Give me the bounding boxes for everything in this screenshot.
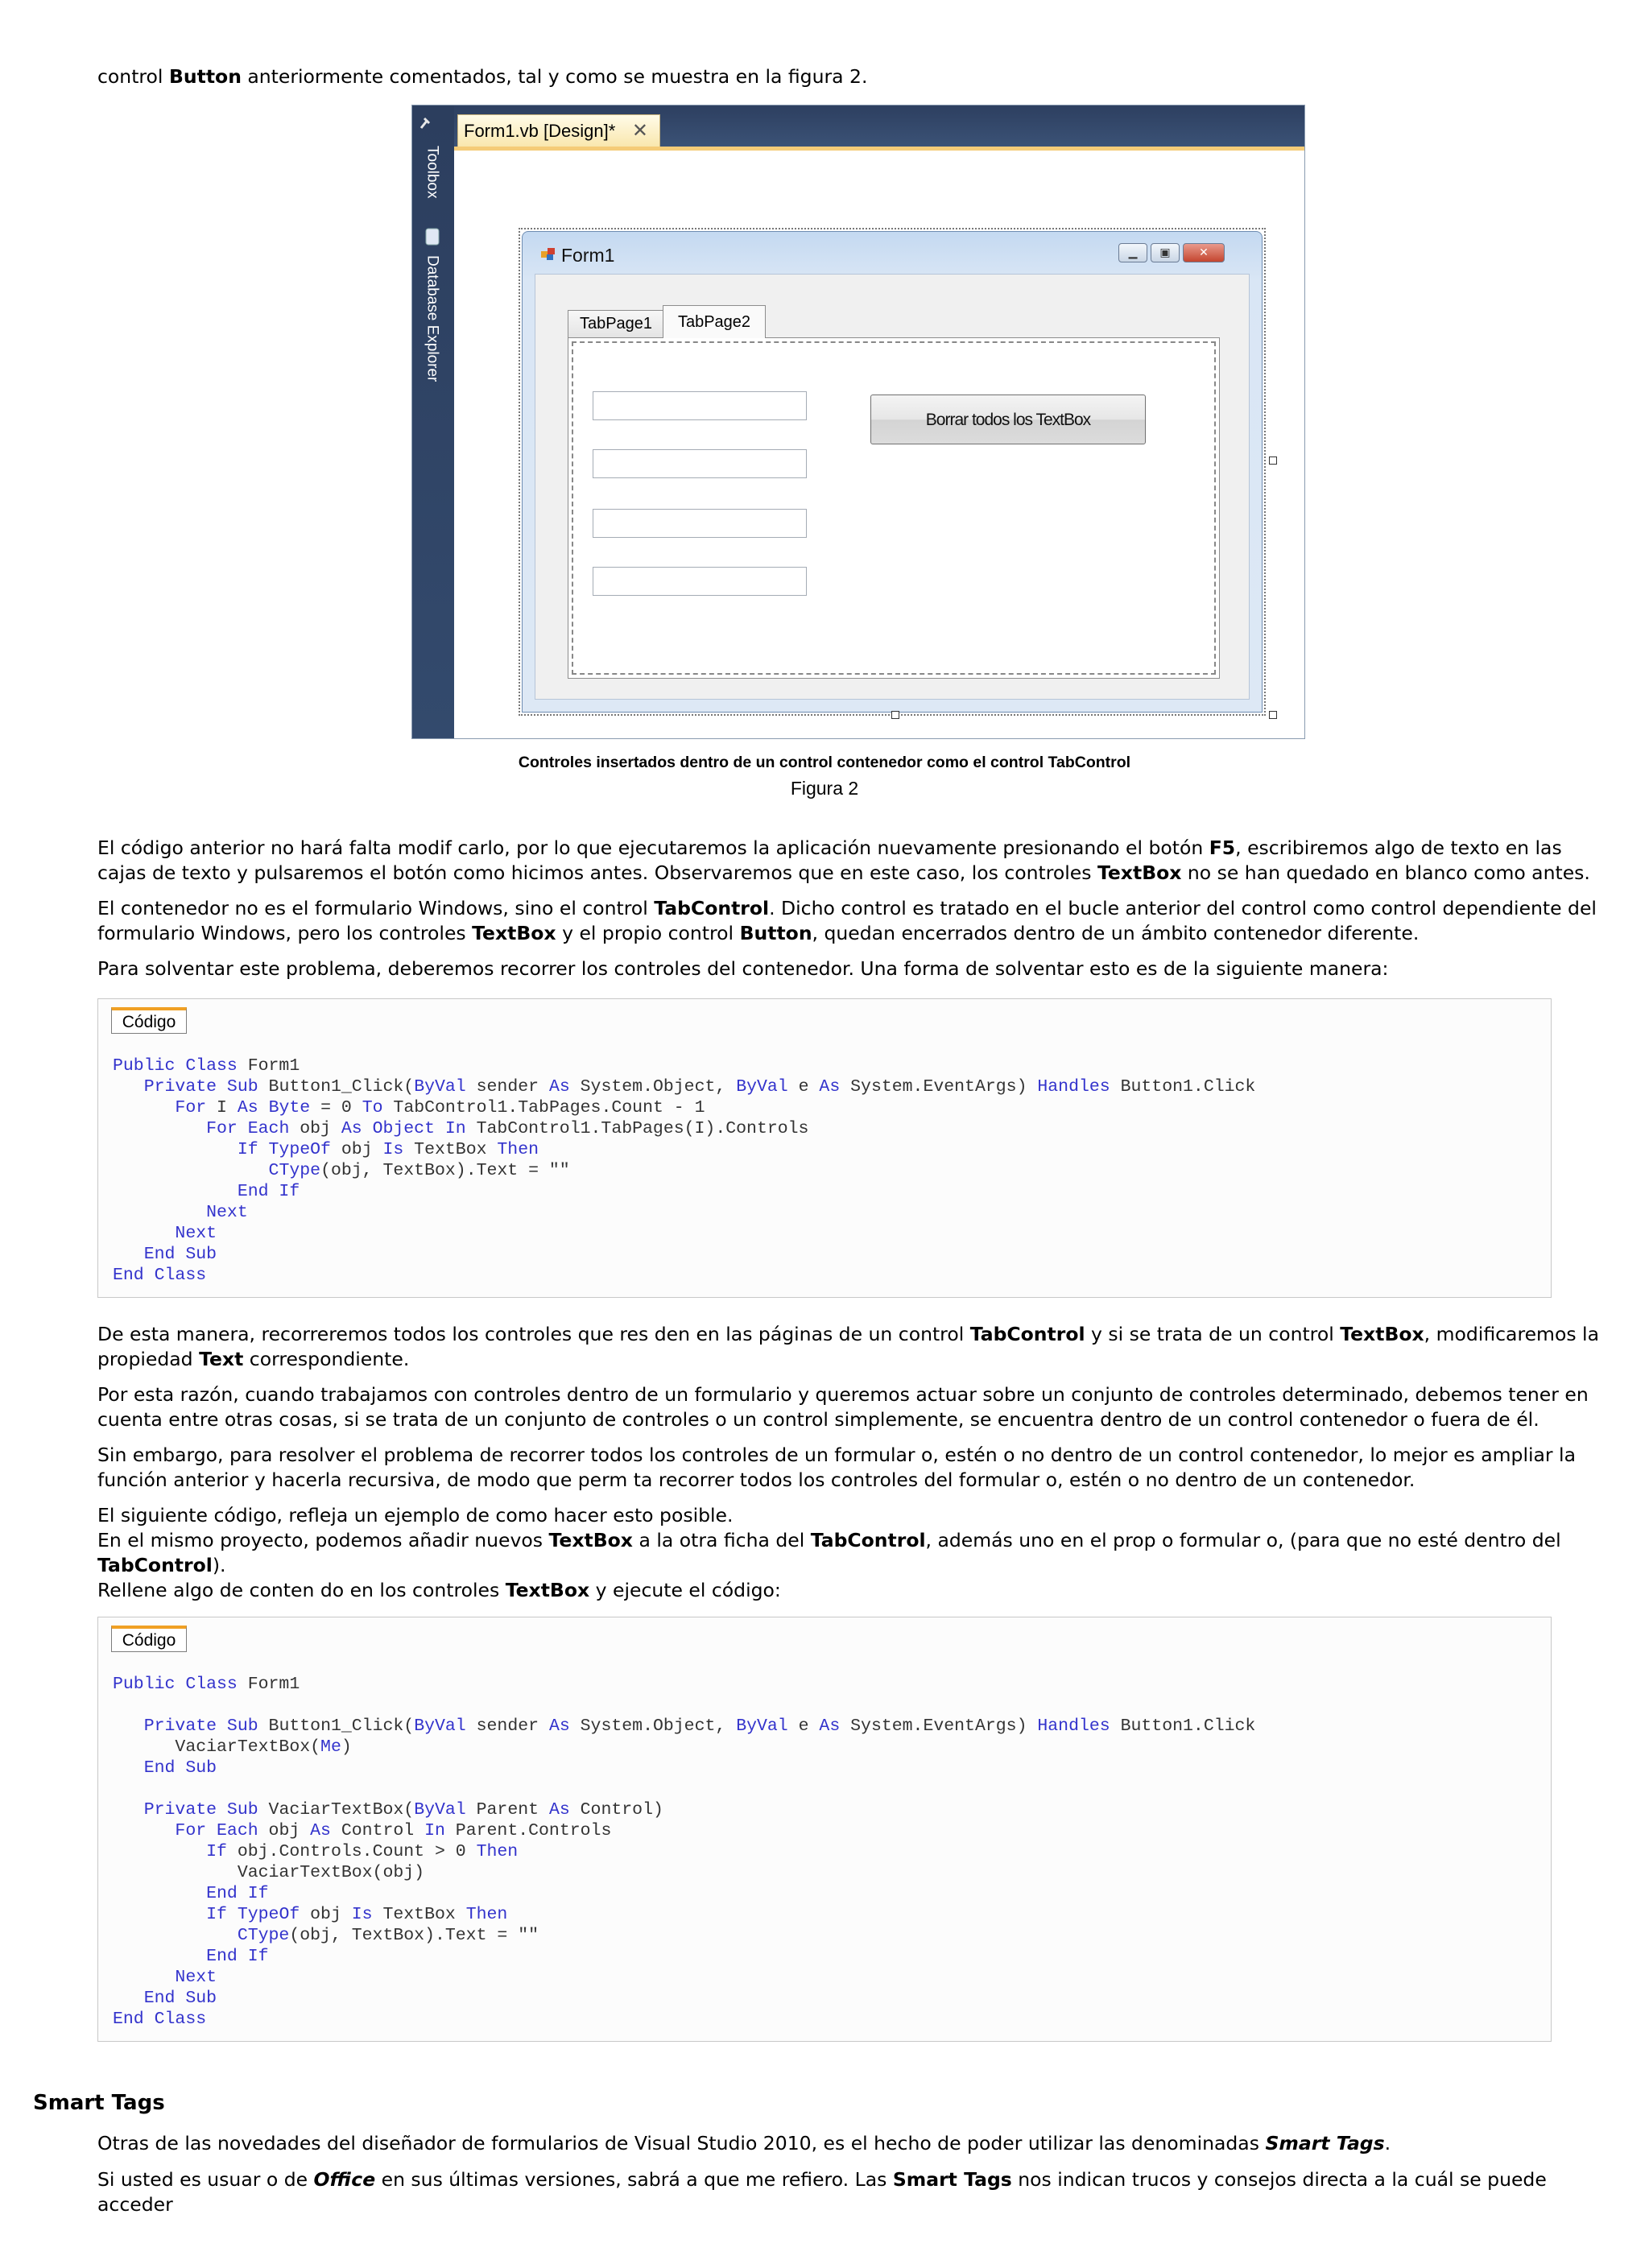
code-line <box>113 1716 1255 1736</box>
code-text <box>113 1968 175 1987</box>
code-keyword: Me <box>320 1737 341 1757</box>
code-keyword: ByVal <box>414 1077 466 1097</box>
code-text: obj <box>289 1119 341 1138</box>
code-line <box>113 1800 663 1820</box>
code-text: (obj, TextBox).Text = "" <box>320 1161 570 1180</box>
code-keyword: ByVal <box>736 1077 788 1097</box>
code-line <box>113 1758 217 1778</box>
code-listing-1 <box>113 1056 1255 1286</box>
form-frame <box>522 231 1263 713</box>
code-keyword: For <box>175 1098 207 1117</box>
code-keyword: End Sub <box>143 1758 217 1778</box>
code-text: I <box>206 1098 238 1117</box>
code-text: = 0 <box>310 1098 362 1117</box>
section-heading: Smart Tags <box>33 2091 165 2115</box>
code-line <box>113 1224 217 1243</box>
intro-line: control Button anteriormente comentados, tal y como se muestra en la figura 2. <box>97 65 868 88</box>
code-keyword: If TypeOf <box>237 1140 331 1159</box>
code-line <box>113 1926 539 1945</box>
code-line <box>113 1119 808 1138</box>
code-keyword: Then <box>476 1842 519 1861</box>
code-keyword: As Byte <box>237 1098 311 1117</box>
code-text: obj.Controls.Count > 0 <box>226 1842 477 1861</box>
database-explorer-icon <box>416 226 448 247</box>
tab-page-content <box>568 337 1220 679</box>
code-line <box>113 1675 300 1694</box>
code-text: System.EventArgs) <box>840 1077 1038 1097</box>
code-keyword: As <box>548 1716 570 1736</box>
textbox-2[interactable] <box>593 449 807 478</box>
code-text: TextBox <box>403 1140 498 1159</box>
code-line <box>113 1245 217 1264</box>
code-text <box>113 1245 144 1264</box>
code-text: obj <box>258 1821 311 1840</box>
code-text: Parent <box>465 1800 549 1820</box>
code-keyword: End Sub <box>143 1989 217 2008</box>
code-keyword: For Each <box>206 1119 290 1138</box>
code-text: sender <box>465 1077 549 1097</box>
paragraph-iterate: De esta manera, recorreremos todos los controles que res den en las páginas de un control TabControl y si se trata de un control TextBox, modificaremos la propiedad Text correspondiente. <box>97 1323 1599 1370</box>
paragraph-example: El siguiente código, refleja un ejemplo de como hacer esto posible. En el mismo proyecto, podemos añadir nuevos TextBox a la otra ficha del TabControl, además uno en el prop o formular o, (para que no esté dentro del TabControl). Rellene algo de conten do en los controles TextBox y ejecute el código: <box>97 1504 1561 1601</box>
code-line <box>113 1077 1255 1097</box>
code-keyword: Private Sub <box>143 1716 258 1736</box>
code-text: System.EventArgs) <box>840 1716 1038 1736</box>
code-line <box>113 1140 539 1159</box>
figure-number: Figura 2 <box>790 778 859 799</box>
code-keyword: For Each <box>175 1821 258 1840</box>
code-line <box>113 1266 206 1285</box>
code-listing-2 <box>113 1674 1255 2030</box>
toolbox-label[interactable]: Toolbox <box>424 146 441 199</box>
code-text <box>113 1119 206 1138</box>
code-text: obj <box>300 1905 352 1924</box>
code-keyword: Then <box>465 1905 508 1924</box>
document-tab-label: Form1.vb [Design]* <box>464 121 616 141</box>
design-surface <box>454 151 1304 738</box>
minimize-icon[interactable]: ▁ <box>1118 243 1147 262</box>
code-line <box>113 1947 269 1966</box>
code-keyword: ByVal <box>736 1716 788 1736</box>
code-text <box>113 1758 144 1778</box>
code-block-1 <box>97 998 1552 1298</box>
code-text: System.Object, <box>569 1716 737 1736</box>
code-text: (obj, TextBox).Text = "" <box>289 1926 539 1945</box>
code-line <box>113 1098 705 1117</box>
code-keyword: If TypeOf <box>206 1905 300 1924</box>
code-line <box>113 1989 217 2008</box>
code-text: Control <box>330 1821 425 1840</box>
code-block-2 <box>97 1617 1552 2042</box>
code-line <box>113 1161 570 1180</box>
code-text: VaciarTextBox( <box>113 1737 321 1757</box>
code-keyword: ByVal <box>414 1800 466 1820</box>
code-keyword: As <box>819 1716 841 1736</box>
paragraph-recursive: Sin embargo, para resolver el problema de recorrer todos los controles de un formular o, estén o no dentro de un control contenedor, lo mejor es ampliar la función anterior y hacerla recursiva, de modo que perm ta recorrer todos los controles del formular o, estén o no dentro de un contenedor. <box>97 1444 1576 1491</box>
code-text <box>113 1182 238 1201</box>
code-text: Button1.Click <box>1110 1077 1256 1097</box>
code-text <box>113 1077 144 1097</box>
paragraph-container: El contenedor no es el formulario Windows, sino el control TabControl. Dicho control es tratado en el bucle anterior del control como control dependiente del formulario Windows, pero los controles TextBox y el propio control Button, quedan encerrados dentro de un ámbito contenedor diferente. <box>97 897 1597 944</box>
code-text <box>113 1224 175 1243</box>
figure-caption: Controles insertados dentro de un control contenedor como el control TabControl <box>518 754 1131 771</box>
form-window[interactable] <box>519 228 1266 716</box>
code-keyword: Public Class <box>113 1675 238 1694</box>
code-keyword: As <box>548 1077 570 1097</box>
code-keyword: Private Sub <box>143 1800 258 1820</box>
textbox-1[interactable] <box>593 391 807 420</box>
code-tab-label[interactable]: Código <box>111 1626 187 1652</box>
database-explorer-label[interactable]: Database Explorer <box>424 255 441 382</box>
code-keyword: Public Class <box>113 1056 238 1076</box>
code-text: VaciarTextBox( <box>258 1800 415 1820</box>
code-keyword: As <box>819 1077 841 1097</box>
textbox-4[interactable] <box>593 567 807 596</box>
paragraph-smart-tags: Otras de las novedades del diseñador de formularios de Visual Studio 2010, es el hecho de poder utilizar las denominadas Smart Tags. <box>97 2132 1391 2154</box>
paragraph-office: Si usted es usuar o de Office en sus últimas versiones, sabrá a que me refiero. Las Smart Tags nos indican trucos y consejos directa a la cuál se puede acceder <box>97 2168 1547 2216</box>
code-text: Control) <box>569 1800 663 1820</box>
code-text: Button1.Click <box>1110 1716 1256 1736</box>
code-keyword: End Class <box>113 1266 207 1285</box>
code-text: Parent.Controls <box>444 1821 612 1840</box>
code-keyword: Private Sub <box>143 1077 258 1097</box>
code-keyword: In <box>424 1821 445 1840</box>
code-keyword: End Class <box>113 2010 207 2029</box>
code-text: TextBox <box>372 1905 466 1924</box>
code-keyword: End If <box>206 1884 269 1903</box>
paragraph-reason: Por esta razón, cuando trabajamos con controles dentro de un formulario y queremos actuar sobre un conjunto de controles determinado, debemos tener en cuenta entre otras cosas, si se trata de un conjunto de controles o un control simplemente, se encuentra dentro de un control contenedor o fuera de él. <box>97 1383 1589 1431</box>
code-keyword: CType <box>237 1926 290 1945</box>
code-line <box>113 1182 300 1201</box>
resize-handle-corner[interactable] <box>1269 711 1277 719</box>
code-line <box>113 1203 248 1222</box>
document-tab[interactable] <box>457 114 660 147</box>
form-app-icon <box>540 246 556 261</box>
code-keyword: ByVal <box>414 1716 466 1736</box>
code-text <box>113 1140 238 1159</box>
code-keyword: Handles <box>1037 1077 1110 1097</box>
code-text: Button1_Click( <box>258 1077 415 1097</box>
code-line <box>113 1056 300 1076</box>
paragraph-run-app: El código anterior no hará falta modif carlo, por lo que ejecutaremos la aplicación nuevamente presionando el botón F5, escribiremos algo de texto en las cajas de texto y pulsaremos el botón como hicimos antes. Observaremos que en este caso, los controles TextBox no se han quedado en blanco como antes. <box>97 837 1590 884</box>
code-text <box>113 1947 206 1966</box>
code-line <box>113 1737 352 1757</box>
code-text: TabControl1.TabPages.Count - 1 <box>382 1098 705 1117</box>
code-line <box>113 2010 206 2029</box>
code-line <box>113 1842 518 1861</box>
code-text <box>113 1989 144 2008</box>
code-text: ) <box>341 1737 352 1757</box>
code-text <box>113 1203 206 1222</box>
toolbox-icon <box>416 117 448 130</box>
tab-tabpage2[interactable]: TabPage2 <box>663 305 766 338</box>
maximize-icon[interactable]: ▣ <box>1151 243 1180 262</box>
code-keyword: End Sub <box>143 1245 217 1264</box>
resize-handle-bottom[interactable] <box>891 711 899 719</box>
code-text <box>113 1161 269 1180</box>
code-keyword: As <box>548 1800 570 1820</box>
code-line <box>113 1884 269 1903</box>
form-client-area <box>535 274 1250 700</box>
code-text: Form1 <box>237 1056 300 1076</box>
textbox-3[interactable] <box>593 509 807 538</box>
clear-textboxes-button[interactable]: Borrar todos los TextBox <box>870 395 1146 444</box>
code-keyword: To <box>362 1098 383 1117</box>
close-icon[interactable]: ✕ <box>1183 243 1225 262</box>
code-keyword: End If <box>237 1182 300 1201</box>
code-text <box>113 1098 175 1117</box>
code-keyword: As <box>310 1821 331 1840</box>
code-keyword: Next <box>175 1224 217 1243</box>
code-text: TabControl1.TabPages(I).Controls <box>465 1119 809 1138</box>
code-keyword: CType <box>268 1161 321 1180</box>
resize-handle-right[interactable] <box>1269 456 1277 465</box>
code-text: Button1_Click( <box>258 1716 415 1736</box>
close-tab-icon[interactable]: ✕ <box>631 120 648 142</box>
tab-tabpage1[interactable]: TabPage1 <box>568 310 664 337</box>
code-line <box>113 1863 424 1882</box>
code-keyword: As Object In <box>341 1119 466 1138</box>
code-keyword: Next <box>175 1968 217 1987</box>
code-text <box>113 1716 144 1736</box>
ide-sidebar <box>412 105 455 738</box>
paragraph-solution: Para solventar este problema, deberemos recorrer los controles del contenedor. Una forma de solventar esto es de la siguiente manera: <box>97 957 1389 980</box>
code-text <box>113 1800 144 1820</box>
code-text: e <box>787 1077 820 1097</box>
code-text: Form1 <box>237 1675 300 1694</box>
code-line <box>113 1821 611 1840</box>
code-keyword: Next <box>206 1203 248 1222</box>
code-keyword: Is <box>351 1905 373 1924</box>
code-keyword: If <box>206 1842 227 1861</box>
code-text: System.Object, <box>569 1077 737 1097</box>
code-text: VaciarTextBox(obj) <box>113 1863 425 1882</box>
code-line <box>113 1905 507 1924</box>
code-tab-label[interactable]: Código <box>111 1007 187 1034</box>
code-line <box>113 1968 217 1987</box>
code-keyword: End If <box>206 1947 269 1966</box>
container-selection-outline <box>572 341 1216 675</box>
code-text <box>113 1842 206 1861</box>
code-text <box>113 1905 206 1924</box>
document-tabbar <box>454 105 1304 151</box>
code-keyword: Then <box>497 1140 539 1159</box>
code-text <box>113 1926 238 1945</box>
code-text: e <box>787 1716 820 1736</box>
code-text: obj <box>330 1140 383 1159</box>
code-text <box>113 1884 206 1903</box>
code-keyword: Handles <box>1037 1716 1110 1736</box>
form-title: Form1 <box>561 245 615 266</box>
designer-screenshot <box>411 105 1305 739</box>
code-keyword: Is <box>382 1140 404 1159</box>
code-text: sender <box>465 1716 549 1736</box>
code-text <box>113 1821 175 1840</box>
